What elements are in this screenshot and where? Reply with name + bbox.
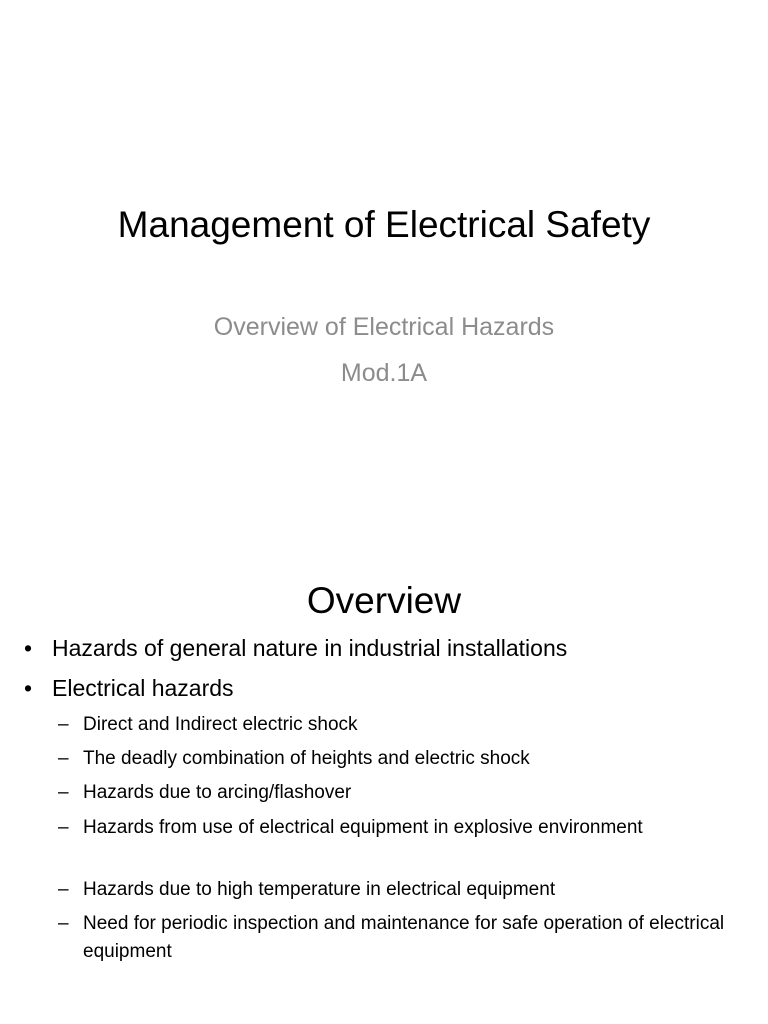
dash-marker: – [58, 913, 69, 934]
bullet-text: Electrical hazards [52, 675, 234, 701]
sub-bullet-text: Hazards due to arcing/flashover [83, 782, 352, 803]
bullet-marker: • [24, 635, 33, 661]
bullet-text: Hazards of general nature in industrial installations [52, 635, 568, 661]
sub-bullet-item [58, 910, 738, 966]
sub-bullet-item [58, 779, 738, 807]
module-code: Mod.1A [340, 359, 428, 387]
sub-bullet-item [58, 876, 738, 904]
dash-marker: – [58, 748, 69, 769]
sub-bullet-text: Direct and Indirect electric shock [83, 714, 358, 735]
sub-bullet-text: The deadly combination of heights and electric shock [83, 748, 530, 769]
sub-bullet-item [58, 814, 738, 842]
dash-marker: – [58, 782, 69, 803]
overview-heading: Overview [306, 580, 462, 621]
sub-bullet-text: Need for periodic inspection and maintenance for safe operation of electrical equipment [83, 913, 725, 962]
slide-subtitle: Overview of Electrical Hazards [213, 313, 555, 341]
sub-bullet-text: Hazards from use of electrical equipment in explosive environment [83, 817, 643, 838]
sub-bullet-text: Hazards due to high temperature in electrical equipment [83, 879, 556, 900]
slide-title: Management of Electrical Safety [117, 204, 651, 245]
sub-bullet-item [58, 711, 738, 739]
dash-marker: – [58, 714, 69, 735]
bullet-marker: • [24, 675, 33, 701]
dash-marker: – [58, 817, 69, 838]
dash-marker: – [58, 879, 69, 900]
sub-bullet-item [58, 745, 738, 773]
